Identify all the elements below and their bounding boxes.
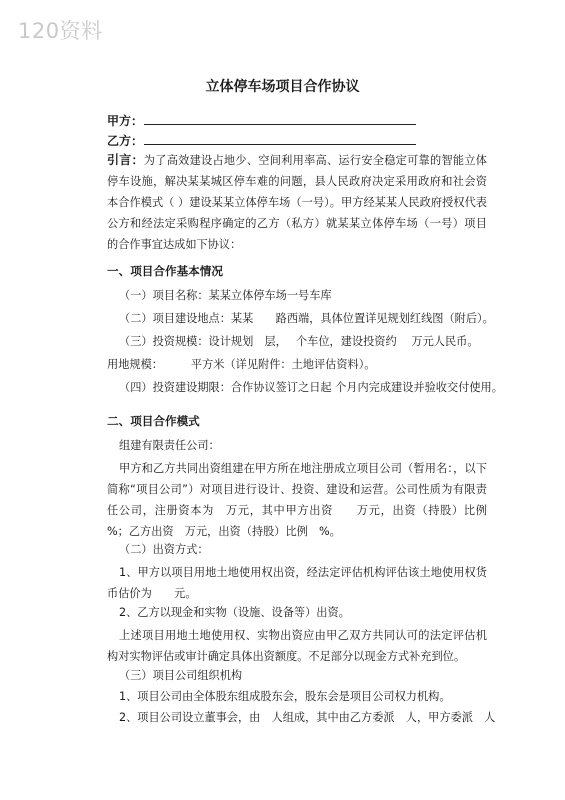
- section2-contribution-item1: 1、甲方以项目用地土地使用权出资，经法定评估机构评估该土地使用权货币估价为 元。: [107, 566, 487, 600]
- section2-sub-company: 组建有限责任公司：: [119, 439, 220, 452]
- section2-sub-contribution: （二）出资方式：: [119, 543, 209, 556]
- section2-company-paragraph: 甲方和乙方共同出资组建在甲方所在地注册成立项目公司（暂用名：，以下简称“项目公司”）对项目进行设计、投资、建设和运营。公司性质为有限责任公司，注册资本为 万元，其中甲方出资 万元，出资（持股）比例 %；乙方出资 万元，出资（持股）比例 %。: [107, 462, 499, 538]
- party-a-blank-line: [144, 124, 416, 125]
- intro-label: 引言：: [107, 153, 144, 167]
- party-b-label: 乙方：: [107, 134, 144, 148]
- section1-item-name: （一）项目名称：某某立体停车场一号车库: [119, 289, 332, 302]
- section1-heading: 一、项目合作基本情况: [107, 264, 223, 278]
- document-title: 立体停车场项目合作协议: [205, 79, 360, 95]
- section2-sub-organization: （三）项目公司组织机构: [119, 669, 243, 682]
- intro-text: 为了高效建设占地少、空间利用率高、运行安全稳定可靠的智能立体停车设施，解决某某城区停车难的问题，县人民政府决定采用政府和社会资本合作模式（ ）建设某某立体停车场（一号）。甲方经某某人民政府授权代表公方和经法定采购程序确定的乙方（私方）就某某立体停车场（一号）项目的合作事宜达成如下协议：: [107, 154, 487, 251]
- section1-item-scale-cont: 用地规模： 平方米（详见附件：土地评估资料）。: [107, 358, 376, 371]
- section2-contribution-item2: 2、乙方以现金和实物（设施、设备等）出资。: [119, 606, 350, 619]
- section2-org-item1: 1、项目公司由全体股东组成股东会，股东会是项目公司权力机构。: [119, 690, 451, 703]
- section1-item-scale: （三）投资规模：设计规划 层， 个车位，建设投资约 万元人民币。: [119, 335, 479, 348]
- party-b-blank-line: [144, 144, 416, 145]
- section2-valuation-paragraph: 上述项目用地土地使用权、实物出资应由甲乙双方共同认可的法定评估机构对实物评估或审计确定具体出资额度。不足部分以现金方式补充到位。: [107, 629, 487, 663]
- section2-org-item2: 2、项目公司设立董事会，由 人组成，其中由乙方委派 人，甲方委派 人: [119, 711, 496, 724]
- watermark-logo: 120资料: [18, 19, 103, 43]
- section2-heading: 二、项目合作模式: [107, 414, 200, 428]
- section1-item-period: （四）投资建设期限：合作协议签订之日起 个月内完成建设并验收交付使用。: [119, 381, 503, 394]
- party-a-label: 甲方：: [107, 114, 144, 128]
- intro-paragraph: [107, 150, 487, 255]
- section1-item-location: （二）项目建设地点：某某 路西端，具体位置详见规划红线图（附后）。: [119, 312, 494, 325]
